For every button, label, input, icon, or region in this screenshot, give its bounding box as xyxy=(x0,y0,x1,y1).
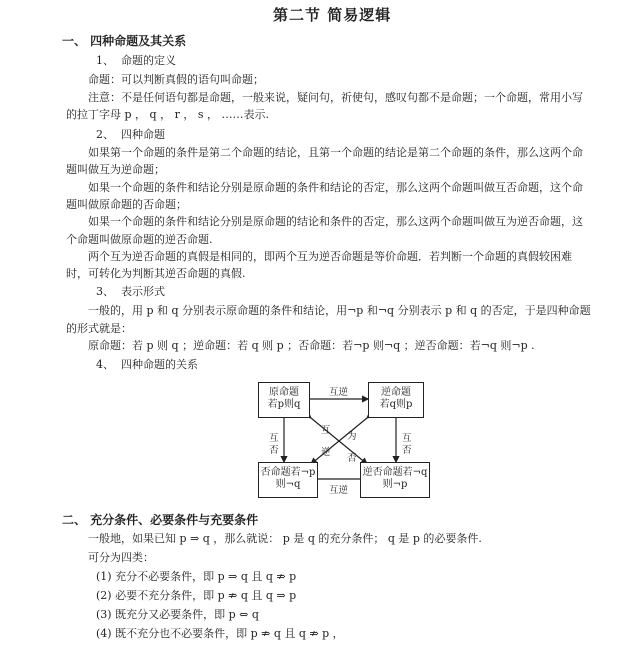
four-propositions-diagram xyxy=(255,378,435,500)
c-item-2: (2) 必要不充分条件，即 p ⇏ q 且 q ⇒ p xyxy=(96,589,297,602)
s2-line-4: 题叫做原命题的否命题； xyxy=(66,198,187,211)
c-item-3: (3) 既充分又必要条件，即 p ⇔ q xyxy=(96,608,259,621)
c-item-1: (1) 充分不必要条件，即 p ⇒ q 且 q ⇏ p xyxy=(96,570,297,583)
section-1-heading: 一、 四种命题及其关系 xyxy=(62,34,187,48)
box-inverse-line-2: 则¬q xyxy=(275,479,301,490)
s2-line-5: 如果一个命题的条件和结论分别是原命题的结论和条件的否定，那么这两个命题叫做互为逆否命题，这 xyxy=(88,215,583,228)
s1-line-1: 命题：可以判断真假的语句叫命题； xyxy=(88,73,264,86)
box-contrapositive xyxy=(360,462,430,498)
left-label-2: 否 xyxy=(269,445,279,456)
box-inverse xyxy=(258,462,318,498)
bottom-label: 互逆 xyxy=(329,485,349,496)
s2-line-3: 如果一个命题的条件和结论分别是原命题的条件和结论的否定，那么这两个命题叫做互否命题，这个命 xyxy=(88,181,583,194)
s2-number: 2、 xyxy=(96,128,114,141)
box-original-line-2: 若p则q xyxy=(267,399,301,410)
cross-label-4: 否 xyxy=(347,453,357,464)
box-original-line-1: 原命题 xyxy=(269,387,299,398)
s2-label: 四种命题 xyxy=(121,128,165,141)
cross-label-3: 逆 xyxy=(321,447,331,458)
s4-label: 四种命题的关系 xyxy=(121,358,198,371)
right-label-2: 否 xyxy=(402,445,412,456)
right-label-1: 互 xyxy=(402,433,412,444)
s3-line-2: 的形式就是： xyxy=(66,322,132,335)
s3-label: 表示形式 xyxy=(121,285,165,298)
s2-line-6: 个命题叫做原命题的逆否命题. xyxy=(66,233,213,246)
s1-line-3: 的拉丁字母 p ， q ， r ， s ， ……表示. xyxy=(66,108,269,121)
box-contrapositive-line-2: 则¬p xyxy=(382,479,408,490)
cross-label-2: 为 xyxy=(347,431,357,442)
box-inverse-line-1: 否命题若¬p xyxy=(260,467,316,478)
cross-label-1: 互 xyxy=(321,425,331,436)
box-contrapositive-line-1: 逆否命题若¬q xyxy=(362,467,428,478)
s1-number: 1、 xyxy=(96,54,114,67)
top-label: 互逆 xyxy=(329,387,349,398)
s2-line-2: 题叫做互为逆命题； xyxy=(66,163,165,176)
box-converse-line-2: 若q则p xyxy=(379,399,413,410)
left-label-1: 互 xyxy=(269,433,279,444)
page-title: 第二节 简易逻辑 xyxy=(273,6,392,24)
section-2-heading: 二、 充分条件、必要条件与充要条件 xyxy=(62,513,259,527)
s1-line-2: 注意：不是任何语句都是命题，一般来说，疑问句，祈使句，感叹句都不是命题；一个命题，常用小写 xyxy=(88,91,583,104)
s3-line-3: 原命题：若 p 则 q ；逆命题：若 q 则 p ；否命题：若¬p 则¬q ；逆否命题：若¬q 则¬p . xyxy=(88,339,535,352)
s4-number: 4、 xyxy=(96,358,114,371)
s3-line-1: 一般的，用 p 和 q 分别表示原命题的条件和结论，用¬p 和¬q 分别表示 p 和 q 的否定，于是四种命题 xyxy=(88,304,591,317)
box-converse xyxy=(368,382,424,418)
s3-number: 3、 xyxy=(96,285,114,298)
s1-label: 命题的定义 xyxy=(121,54,176,67)
c-item-4: (4) 既不充分也不必要条件，即 p ⇏ q 且 q ⇏ p ， xyxy=(96,627,344,640)
box-converse-line-1: 逆命题 xyxy=(381,387,411,398)
c-line-2: 可分为四类： xyxy=(88,551,154,564)
s2-line-1: 如果第一个命题的条件是第二个命题的结论，且第一个命题的结论是第二个命题的条件，那么这两个命 xyxy=(88,146,583,159)
s2-line-8: 时，可转化为判断其逆否命题的真假. xyxy=(66,267,246,280)
c-line-1: 一般地，如果已知 p ⇒ q ，那么就说： p 是 q 的充分条件； q 是 p 的必要条件. xyxy=(88,532,482,545)
box-original xyxy=(258,382,310,418)
s2-line-7: 两个互为逆否命题的真假是相同的，即两个互为逆否命题是等价命题．若判断一个命题的真假较困难 xyxy=(88,250,572,263)
